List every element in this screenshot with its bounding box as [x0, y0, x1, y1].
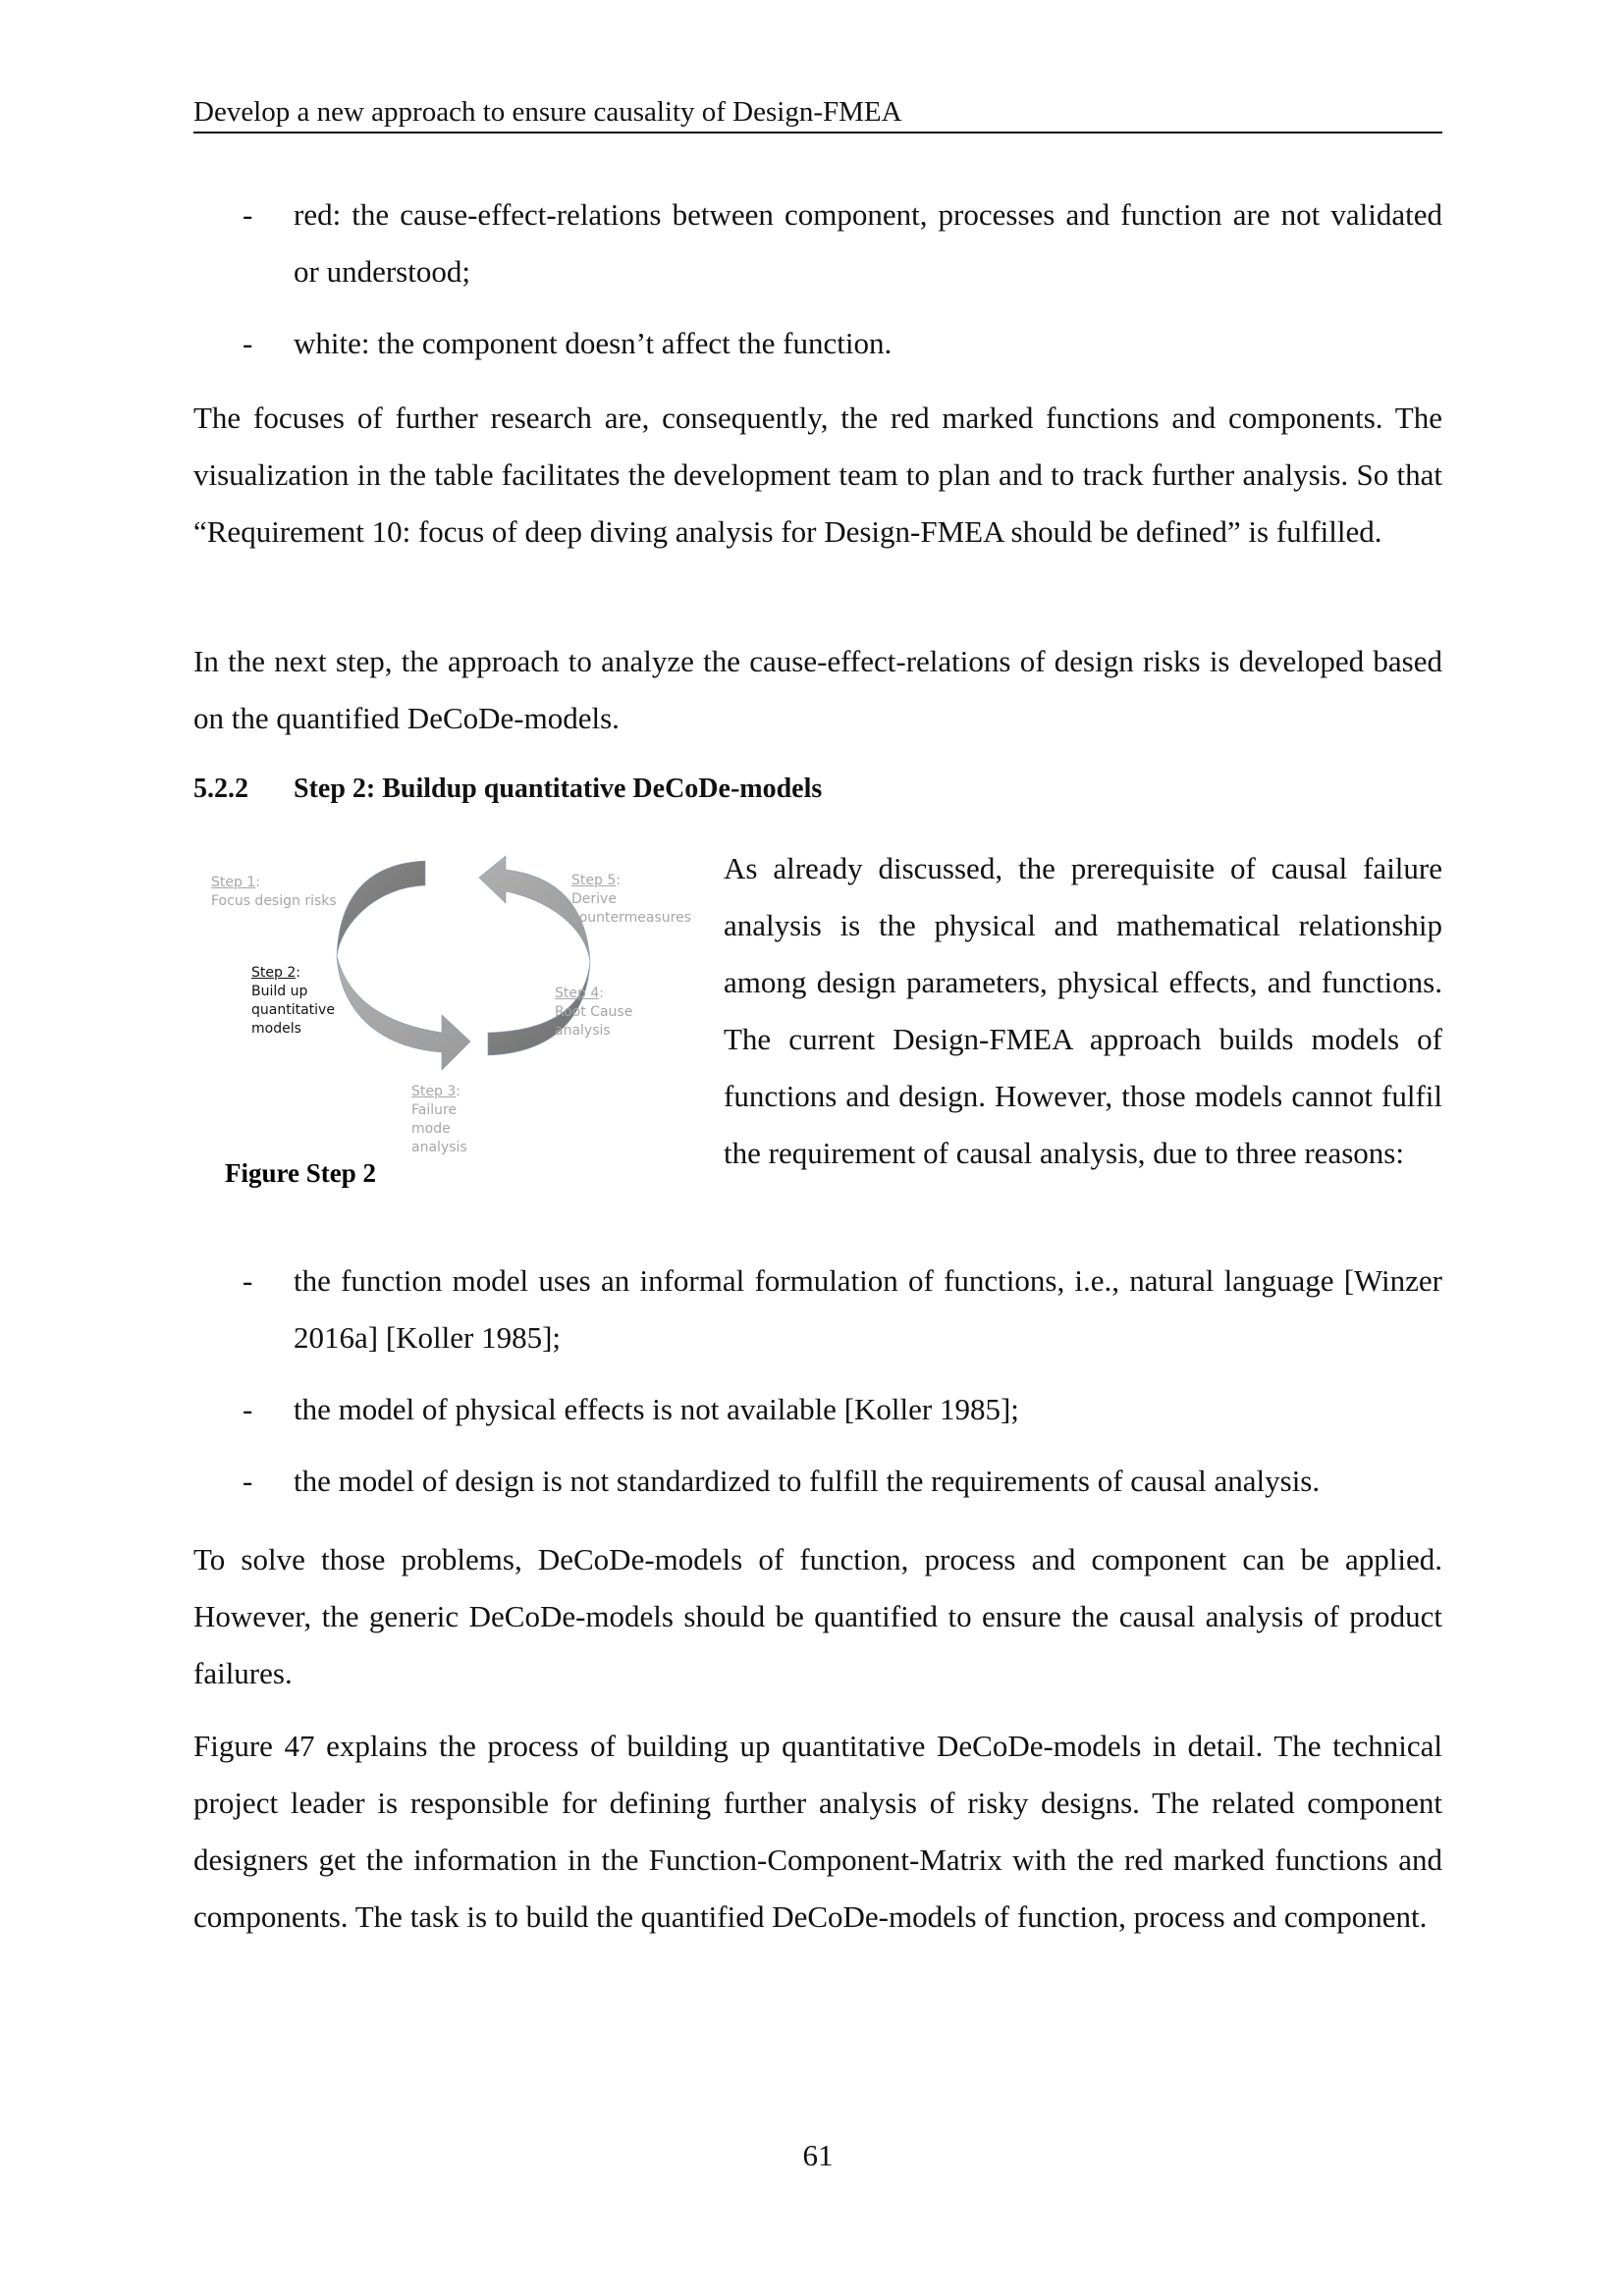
section-number: 5.2.2 — [193, 774, 248, 804]
figure-step-4-label: Step 4: Root Cause analysis — [555, 986, 633, 1039]
list-item — [193, 1253, 1442, 1366]
paragraph: The focuses of further research are, consequently, the red marked functions and components. The visualization in the table facilitates the development team to plan and to track further analysis. So that “Requirement 10: focus of deep diving analysis for Design-FMEA should be defined” is fulfilled. — [193, 400, 1442, 549]
list-item-text: the function model uses an informal formulation of functions, i.e., natural language [Winzer 2016a] [Koller 1985]; — [294, 1263, 1442, 1355]
paragraph-beside-figure: As already discussed, the prerequisite of causal failure analysis is the physical and mathematical relationship among design parameters, physical effects, and functions. The current Design-FMEA approach builds models of functions and design. However, those models cannot fulfil the requirement of causal analysis, due to three reasons: — [724, 851, 1442, 1170]
list-item-text: the model of physical effects is not available [Koller 1985]; — [294, 1392, 1019, 1426]
section-heading — [193, 772, 1442, 807]
page-number: 61 — [802, 2138, 834, 2172]
figure-step-2-label: Step 2: Build up quantitative models — [251, 965, 335, 1037]
bullet-dash: - — [243, 326, 253, 360]
bullet-list-reasons — [193, 1253, 1442, 1510]
paragraph: To solve those problems, DeCoDe-models of function, process and component can be applied. However, the generic DeCoDe-models should be quantified to ensure the causal analysis of product failures. — [193, 1542, 1442, 1690]
section-title: Step 2: Buildup quantitative DeCoDe-models — [294, 774, 823, 804]
list-item — [193, 1381, 1442, 1438]
list-item — [193, 187, 1442, 300]
figure-caption: Figure Step 2 — [225, 1158, 376, 1188]
figure-step-cycle — [193, 846, 704, 1209]
paragraph: In the next step, the approach to analyze the cause-effect-relations of design risks is developed based on the quantified DeCoDe-models. — [193, 644, 1442, 735]
figure-step-5-label: Step 5: Derive countermeasures — [571, 873, 691, 926]
figure-step-3-label: Step 3: Failure mode analysis — [411, 1084, 467, 1155]
bullet-dash: - — [243, 197, 253, 232]
bullet-dash: - — [243, 1464, 253, 1498]
bullet-dash: - — [243, 1263, 253, 1298]
list-item-text: the model of design is not standardized to fulfill the requirements of causal analysis. — [294, 1464, 1321, 1498]
figure-step-1-label: Step 1: Focus design risks — [211, 875, 337, 909]
arrow-arc-bottom-left — [337, 956, 470, 1070]
paragraph: Figure 47 explains the process of building up quantitative DeCoDe-models in detail. The technical project leader is responsible for defining further analysis of risky designs. The related component designers get the information in the Function-Component-Matrix with the red marked functions and components. The task is to build the quantified DeCoDe-models of function, process and component. — [193, 1729, 1442, 1934]
list-item — [193, 1453, 1442, 1510]
running-header: Develop a new approach to ensure causality of Design-FMEA — [193, 94, 1442, 133]
list-item — [193, 315, 1442, 372]
list-item-text: red: the cause-effect-relations between component, processes and function are not validated or understood; — [294, 197, 1442, 289]
list-item-text: white: the component doesn’t affect the function. — [294, 326, 893, 360]
bullet-list-legend — [193, 187, 1442, 372]
bullet-dash: - — [243, 1392, 253, 1426]
arrow-arc-top-left — [337, 861, 425, 956]
